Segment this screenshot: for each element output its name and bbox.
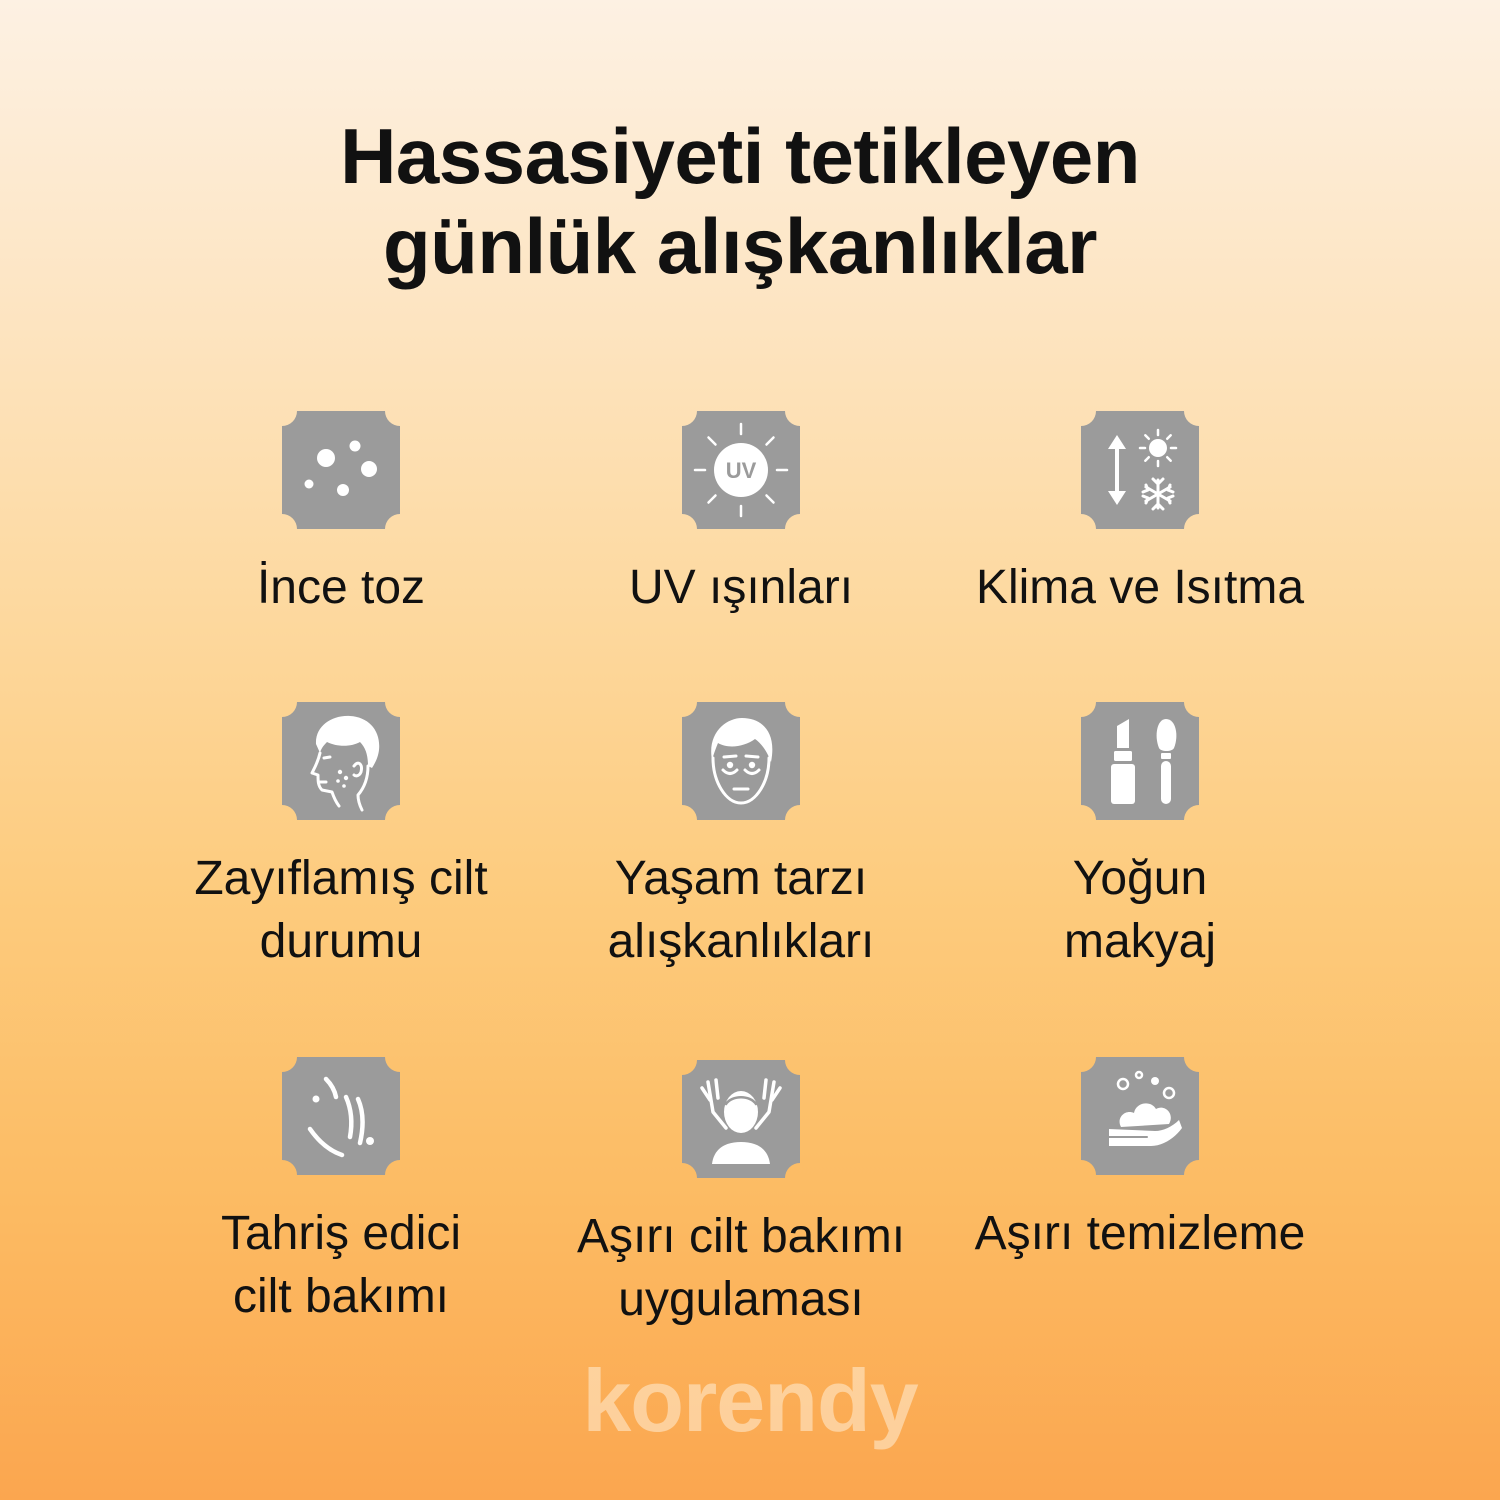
trigger-label	[141, 1202, 541, 1328]
trigger-label-line: uygulaması	[618, 1273, 864, 1326]
trigger-label-line: Zayıflamış cilt	[194, 852, 488, 905]
trigger-label-line: İnce toz	[256, 561, 426, 614]
face-profile-icon-graphic	[282, 702, 400, 820]
trigger-label-line: Aşırı temizleme	[974, 1207, 1306, 1260]
foam-hand-icon-graphic	[1081, 1057, 1199, 1175]
hands-on-face-icon-graphic	[682, 1060, 800, 1178]
trigger-item-uv-rays	[541, 411, 941, 619]
temperature-arrows-sun-snowflake-icon	[1081, 411, 1199, 529]
fine-dust-icon-graphic	[282, 411, 400, 529]
uv-sun-icon-graphic	[682, 411, 800, 529]
trigger-item-climate	[940, 411, 1340, 619]
trigger-label-line: Yaşam tarzı	[614, 852, 868, 905]
trigger-label-line: alışkanlıkları	[607, 915, 875, 968]
trigger-label	[541, 847, 941, 973]
trigger-item-lifestyle	[541, 702, 941, 973]
trigger-item-heavy-makeup	[940, 702, 1340, 973]
trigger-label	[141, 847, 541, 973]
irritant-leaves-icon-graphic	[282, 1057, 400, 1175]
trigger-item-over-cleansing	[940, 1057, 1340, 1265]
brand-logo-watermark: korendy	[582, 1351, 918, 1450]
trigger-label-line: Aşırı cilt bakımı	[576, 1210, 906, 1263]
trigger-item-fine-dust	[141, 411, 541, 619]
page-title	[0, 111, 1480, 291]
trigger-label	[940, 1202, 1340, 1265]
trigger-label-line: Klima ve Isıtma	[975, 561, 1305, 614]
trigger-label-line: cilt bakımı	[232, 1270, 450, 1323]
hands-on-face-icon	[682, 1060, 800, 1178]
trigger-item-weakened-skin	[141, 702, 541, 973]
trigger-label	[541, 1205, 941, 1331]
trigger-item-irritating-skincare	[141, 1057, 541, 1328]
foam-hand-icon	[1081, 1057, 1199, 1175]
fine-dust-icon	[282, 411, 400, 529]
title-line-2: günlük alışkanlıklar	[383, 202, 1097, 290]
lipstick-brush-icon-graphic	[1081, 702, 1199, 820]
trigger-label	[940, 556, 1340, 619]
irritant-leaves-icon	[282, 1057, 400, 1175]
temperature-icon-graphic	[1081, 411, 1199, 529]
trigger-label-line: durumu	[259, 915, 423, 968]
title-line-1: Hassasiyeti tetikleyen	[340, 112, 1140, 200]
uv-sun-icon	[682, 411, 800, 529]
trigger-item-excessive-skincare	[541, 1060, 941, 1331]
trigger-label	[940, 847, 1340, 973]
face-profile-icon	[282, 702, 400, 820]
trigger-label-line: Yoğun	[1072, 852, 1208, 905]
tired-face-icon	[682, 702, 800, 820]
trigger-label-line: makyaj	[1063, 915, 1217, 968]
uv-icon-text: UV	[725, 458, 757, 483]
trigger-label-line: UV ışınları	[628, 561, 854, 614]
lipstick-brush-icon	[1081, 702, 1199, 820]
trigger-label	[541, 556, 941, 619]
trigger-label	[141, 556, 541, 619]
tired-face-icon-graphic	[682, 702, 800, 820]
trigger-label-line: Tahriş edici	[220, 1207, 462, 1260]
